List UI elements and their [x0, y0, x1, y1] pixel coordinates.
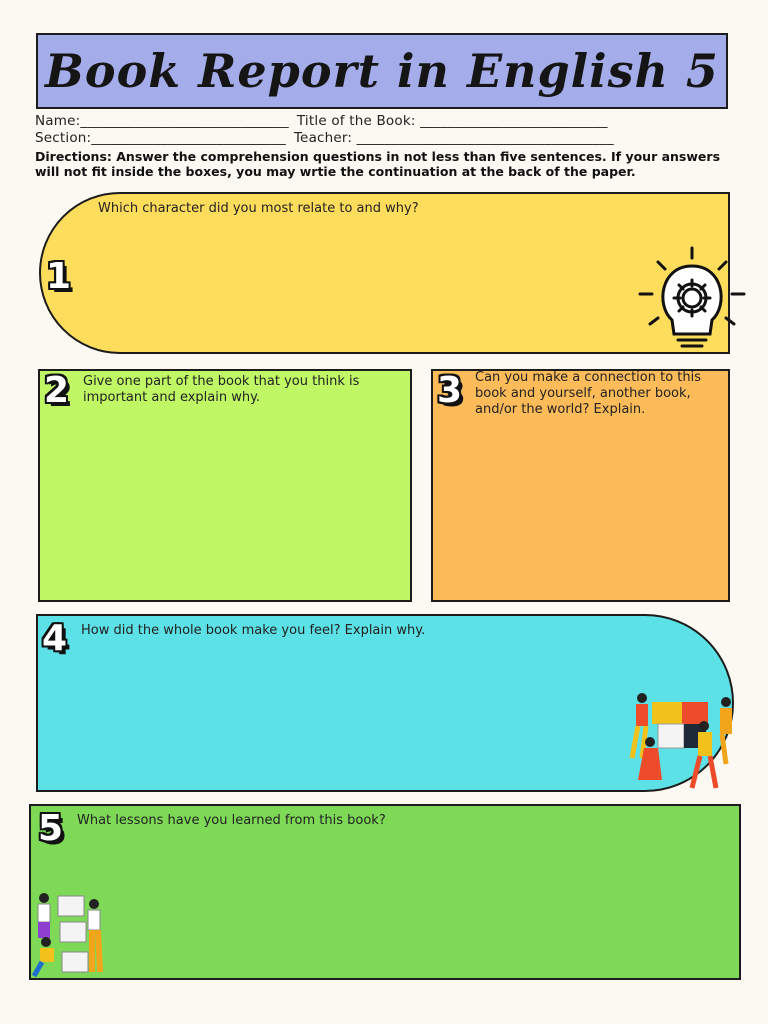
question-number-4: 4 [42, 618, 68, 659]
page-title: Book Report in English 5 [45, 44, 719, 98]
question-number-2: 2 [44, 370, 70, 411]
teacher-field[interactable]: Teacher: _____________________________________ [293, 130, 614, 146]
name-field[interactable]: Name:______________________________ [35, 113, 289, 129]
question-text-1: Which character did you most relate to and why? [98, 201, 419, 216]
directions-text: Directions: Answer the comprehension questions in not less than five sentences. If your answers will not fit inside the boxes, you may wrtie the continuation at the back of the paper. [35, 149, 721, 179]
puzzle-building-illustration [30, 890, 118, 980]
title-banner [36, 33, 728, 109]
info-row-1 [35, 113, 608, 129]
section-field[interactable]: Section:____________________________ [35, 130, 286, 146]
question-number-5: 5 [38, 808, 64, 849]
question-text-4: How did the whole book make you feel? Explain why. [81, 623, 426, 638]
question-text-5: What lessons have you learned from this book? [77, 813, 386, 828]
lightbulb-gear-icon [636, 244, 748, 354]
question-text-2: Give one part of the book that you think is important and explain why. [83, 374, 360, 405]
info-row-2 [35, 130, 614, 146]
book-title-field[interactable]: Title of the Book: ___________________________ [296, 113, 608, 129]
question-number-1: 1 [46, 256, 72, 297]
question-text-3: Can you make a connection to this book and yourself, another book, and/or the world? Explain. [475, 370, 702, 417]
puzzle-team-illustration [622, 690, 744, 792]
question-box-5[interactable] [29, 804, 741, 980]
question-number-3: 3 [437, 370, 463, 411]
